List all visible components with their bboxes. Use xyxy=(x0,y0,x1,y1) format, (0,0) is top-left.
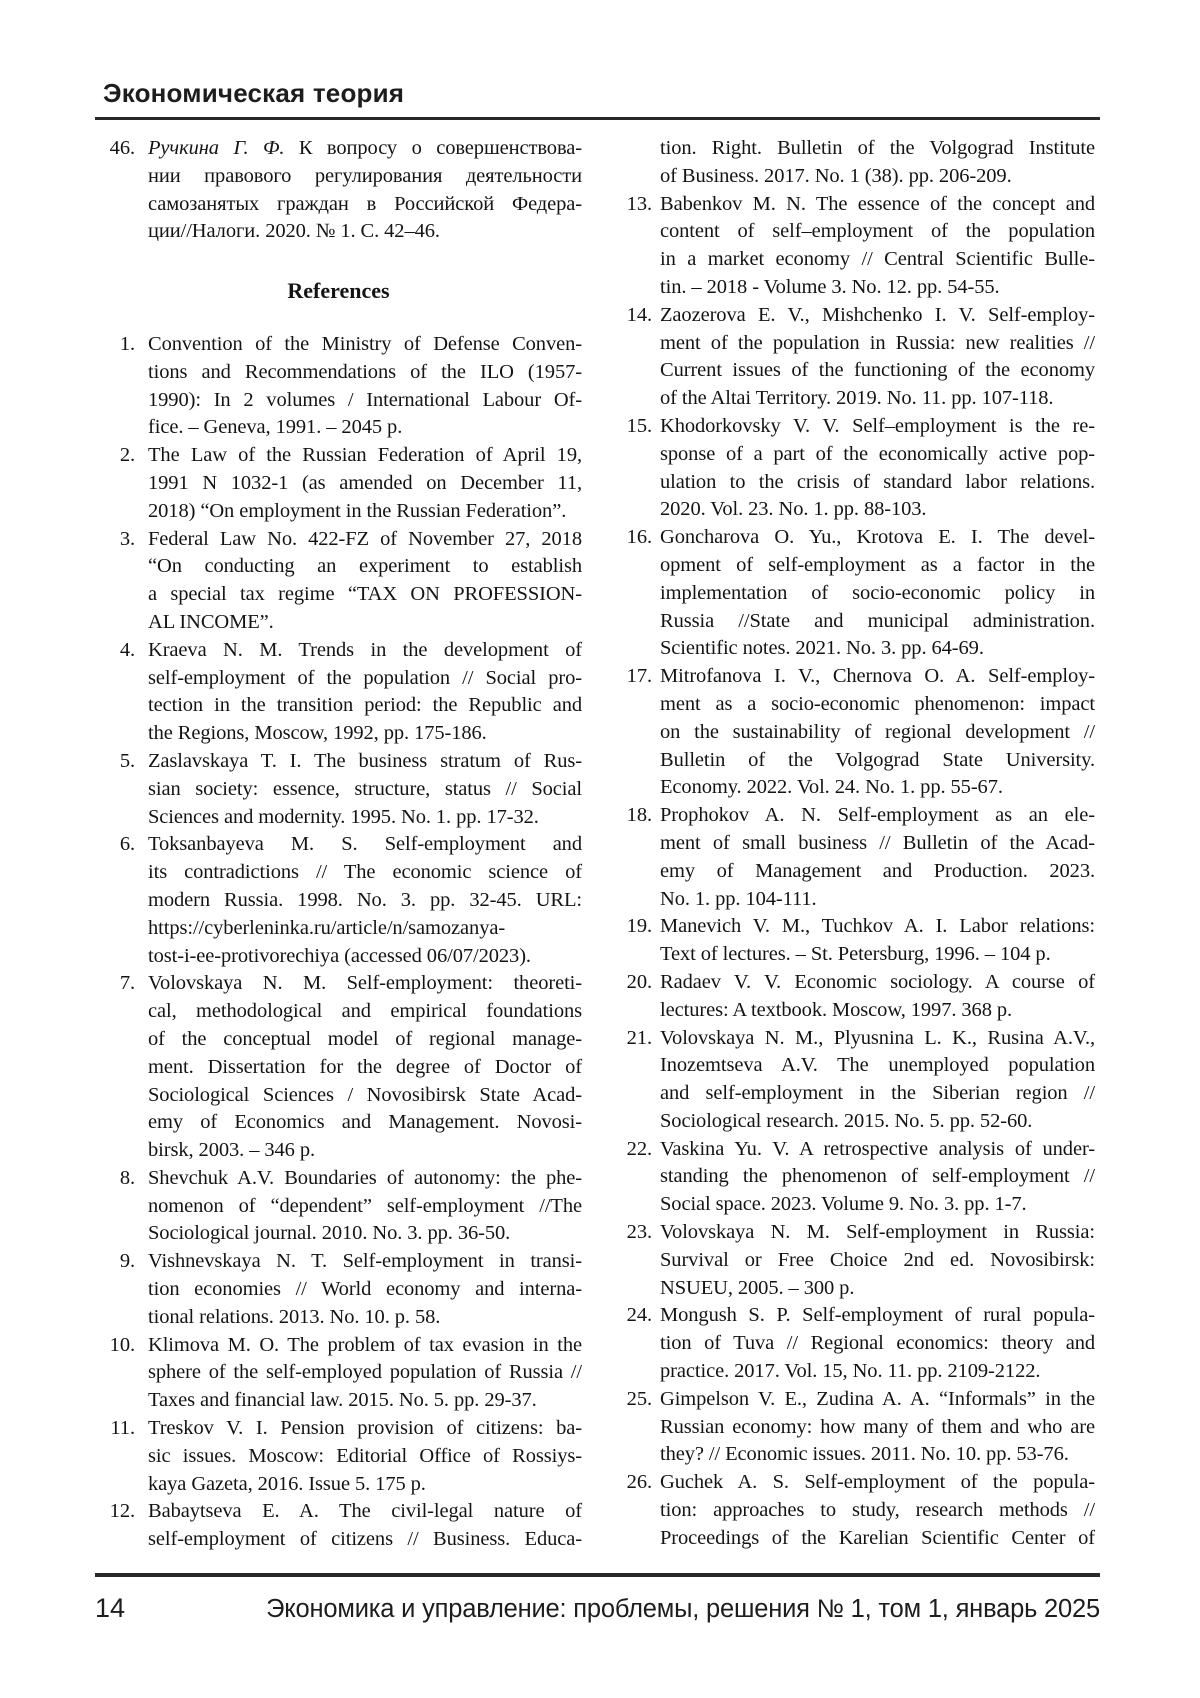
reference-item xyxy=(95,1248,582,1331)
item-line: tional relations. 2013. No. 10. p. 58. xyxy=(148,1305,441,1328)
reference-item-46 xyxy=(95,135,582,246)
item-line: Zaozerova E. V., Mishchenko I. V. Self-employ- xyxy=(660,303,1095,326)
reference-item xyxy=(618,1302,1095,1385)
item-line: tost-i-ee-protivorechiya (accessed 06/07/2023). xyxy=(148,944,531,967)
item-number: 46. xyxy=(109,137,135,159)
item-number: 7. xyxy=(119,972,135,995)
item-line: Taxes and financial law. 2015. No. 5. pp. 29-37. xyxy=(148,1389,537,1412)
item-number: 21. xyxy=(626,1026,652,1049)
item-line: of the Altai Territory. 2019. No. 11. pp. 107-118. xyxy=(660,387,1054,410)
item-line: the Regions, Moscow, 1992, pp. 175-186. xyxy=(148,722,487,745)
item-line: Russian economy: how many of them and who are xyxy=(660,1415,1095,1438)
item-line: birsk, 2003. – 346 p. xyxy=(148,1139,316,1162)
item-number: 18. xyxy=(626,804,652,827)
item-number: 25. xyxy=(626,1387,652,1410)
item-line: Kraeva N. M. Trends in the development of xyxy=(148,638,582,661)
item-line: Goncharova O. Yu., Krotova E. I. The devel- xyxy=(660,526,1095,549)
item-line: ulation to the crisis of standard labor relations. xyxy=(660,470,1095,493)
reference-item xyxy=(95,748,582,831)
item-number: 6. xyxy=(119,833,135,856)
item-line: Survival or Free Choice 2nd ed. Novosibirsk: xyxy=(660,1248,1095,1271)
reference-item xyxy=(618,191,1095,302)
item-line: Zaslavskaya T. I. The business stratum of Rus- xyxy=(148,749,582,772)
item-line: Sociological journal. 2010. No. 3. pp. 36-50. xyxy=(148,1222,511,1245)
references-list-right xyxy=(618,191,1095,1553)
item-line: Gimpelson V. E., Zudina A. A. “Informals” in the xyxy=(660,1387,1095,1410)
item-line: and self-employment in the Siberian region // xyxy=(660,1082,1095,1105)
footer xyxy=(95,1593,1100,1624)
footer-rule xyxy=(95,1573,1100,1577)
item-lines xyxy=(660,413,1095,524)
item-line: Khodorkovsky V. V. Self–employment is the re- xyxy=(660,414,1095,437)
item-lines xyxy=(148,1248,582,1331)
reference-item xyxy=(618,1136,1095,1219)
item-line: Shevchuk A.V. Boundaries of autonomy: the phe- xyxy=(148,1166,582,1189)
item-number: 8. xyxy=(119,1166,135,1189)
item-line: tion: approaches to study, research methods // xyxy=(660,1499,1095,1522)
item-line: Klimova M. O. The problem of tax evasion in the xyxy=(148,1333,582,1356)
item-line: 2018) “On employment in the Russian Federation”. xyxy=(148,499,567,522)
item-lines xyxy=(660,135,1095,191)
item-line: ment of the population in Russia: new realities // xyxy=(660,331,1095,354)
item-line: Vishnevskaya N. T. Self-employment in transi- xyxy=(148,1250,582,1273)
item-number: 19. xyxy=(626,915,652,938)
item-line: Proceedings of the Karelian Scientific Center of xyxy=(660,1526,1095,1549)
item-line: tions and Recommendations of the ILO (1957- xyxy=(148,360,582,383)
item-line-text: К вопросу о совершенствова- xyxy=(298,137,582,159)
item-line: implementation of socio-economic policy in xyxy=(660,581,1095,604)
reference-item xyxy=(618,302,1095,413)
item-line: Guchek A. S. Self-employment of the popula- xyxy=(660,1471,1095,1494)
item-line: a special tax regime “TAX ON PROFESSION- xyxy=(148,583,582,606)
reference-item xyxy=(95,1415,582,1498)
item-number: 24. xyxy=(626,1304,652,1327)
journal-title-line: Экономика и управление: проблемы, решения № 1, том 1, январь 2025 xyxy=(266,1595,1100,1623)
item-line: Manevich V. M., Tuchkov A. I. Labor relations: xyxy=(660,915,1095,938)
page-title: Экономическая теория xyxy=(103,78,405,108)
item-line: AL INCOME”. xyxy=(148,610,274,633)
item-line: самозанятых граждан в Российской Федера- xyxy=(148,192,582,215)
item-line: Volovskaya N. M., Plyusnina L. K., Rusina A.V., xyxy=(660,1026,1095,1049)
author-italic: Ручкина Г. Ф. xyxy=(148,137,285,159)
item-number: 9. xyxy=(119,1250,135,1273)
item-line: sian society: essence, structure, status // Social xyxy=(148,777,582,800)
item-line: Treskov V. I. Pension provision of citizens: ba- xyxy=(148,1417,582,1440)
item-line: 1991 N 1032-1 (as amended on December 11, xyxy=(148,471,582,494)
item-line: Volovskaya N. M. Self-employment: theoreti- xyxy=(148,972,582,995)
item-line: ment of small business // Bulletin of the Acad- xyxy=(660,831,1095,854)
item-line: sponse of a part of the economically active pop- xyxy=(660,442,1095,465)
item-line: “On conducting an experiment to establish xyxy=(148,555,582,578)
item-line: Economy. 2022. Vol. 24. No. 1. pp. 55-67. xyxy=(660,776,1003,799)
item-line: Vaskina Yu. V. A retrospective analysis of under- xyxy=(660,1137,1095,1160)
reference-item-12-continuation xyxy=(618,135,1095,191)
item-line: Prophokov A. N. Self-employment as an ele- xyxy=(660,804,1095,827)
item-lines xyxy=(660,1219,1095,1302)
item-number: 17. xyxy=(626,665,652,688)
item-lines xyxy=(148,970,582,1165)
reference-item xyxy=(618,1386,1095,1469)
references-heading: References xyxy=(287,278,390,304)
item-line: Toksanbayeva M. S. Self-employment and xyxy=(148,833,582,856)
item-line: tion. Right. Bulletin of the Volgograd Institute xyxy=(660,137,1095,159)
reference-item xyxy=(618,663,1095,802)
item-line: Scientific notes. 2021. No. 3. pp. 64-69. xyxy=(660,637,984,660)
item-line: lectures: A textbook. Moscow, 1997. 368 p. xyxy=(660,998,1013,1021)
item-line: tion economies // World economy and interna- xyxy=(148,1278,582,1301)
item-number: 5. xyxy=(119,749,135,772)
item-number: 2. xyxy=(119,444,135,467)
item-line: Babaytseva E. A. The civil-legal nature of xyxy=(148,1500,582,1523)
item-number: 4. xyxy=(119,638,135,661)
item-line: Text of lectures. – St. Petersburg, 1996. – 104 p. xyxy=(660,943,1051,966)
reference-item xyxy=(618,1469,1095,1552)
item-lines xyxy=(148,1415,582,1498)
reference-item xyxy=(95,526,582,637)
item-line: NSUEU, 2005. – 300 p. xyxy=(660,1276,855,1299)
item-line: fice. – Geneva, 1991. – 2045 p. xyxy=(148,416,403,439)
item-number: 20. xyxy=(626,970,652,993)
item-line: modern Russia. 1998. No. 3. pp. 32-45. URL: xyxy=(148,888,582,911)
item-lines xyxy=(148,831,582,970)
item-lines xyxy=(660,1302,1095,1385)
item-line: Federal Law No. 422-FZ of November 27, 2018 xyxy=(148,527,582,550)
item-lines xyxy=(660,524,1095,663)
item-line: Sociological research. 2015. No. 5. pp. 52-60. xyxy=(660,1109,1033,1132)
item-number: 16. xyxy=(626,526,652,549)
item-number: 3. xyxy=(119,527,135,550)
item-line: standing the phenomenon of self-employment // xyxy=(660,1165,1095,1188)
item-line: Inozemtseva A.V. The unemployed population xyxy=(660,1054,1095,1077)
item-lines xyxy=(148,442,582,525)
item-lines xyxy=(148,1332,582,1415)
header-rule xyxy=(95,117,1100,120)
reference-item xyxy=(95,1332,582,1415)
item-number: 1. xyxy=(119,332,135,355)
item-number: 22. xyxy=(626,1137,652,1160)
reference-item xyxy=(95,442,582,525)
item-line: https://cyberleninka.ru/article/n/samozanya- xyxy=(148,916,506,939)
item-line: Sciences and modernity. 1995. No. 1. pp. 17-32. xyxy=(148,805,539,828)
item-line: opment of self-employment as a factor in the xyxy=(660,553,1095,576)
item-line: Convention of the Ministry of Defense Conven- xyxy=(148,332,582,355)
page-number: 14 xyxy=(95,1593,126,1623)
item-lines xyxy=(660,802,1095,913)
item-line: sphere of the self-employed population of Russia // xyxy=(148,1361,582,1384)
item-line: in a market economy // Central Scientific Bulle- xyxy=(660,248,1095,271)
reference-item xyxy=(95,1498,582,1554)
reference-item xyxy=(618,1219,1095,1302)
item-number: 26. xyxy=(626,1471,652,1494)
item-line: No. 1. pp. 104-111. xyxy=(660,887,817,910)
reference-item xyxy=(95,831,582,970)
reference-item xyxy=(618,413,1095,524)
item-line: ment. Dissertation for the degree of Doctor of xyxy=(148,1055,582,1078)
item-lines xyxy=(660,1386,1095,1469)
item-number: 15. xyxy=(626,414,652,437)
item-line: ment as a socio-economic phenomenon: impact xyxy=(660,692,1095,715)
item-number: 11. xyxy=(110,1417,135,1440)
item-lines xyxy=(660,1136,1095,1219)
item-lines xyxy=(660,913,1095,969)
item-number: 23. xyxy=(626,1221,652,1244)
item-lines xyxy=(148,526,582,637)
reference-item xyxy=(618,802,1095,913)
item-line: tion of Tuva // Regional economics: theory and xyxy=(660,1332,1095,1355)
item-line: нии правового регулирования деятельности xyxy=(148,164,582,187)
reference-item xyxy=(95,637,582,748)
reference-item xyxy=(95,970,582,1165)
item-line: Radaev V. V. Economic sociology. A course of xyxy=(660,970,1095,993)
item-lines xyxy=(660,302,1095,413)
item-lines xyxy=(148,331,582,442)
item-line: Volovskaya N. M. Self-employment in Russia: xyxy=(660,1221,1095,1244)
item-line: Babenkov M. N. The essence of the concept and xyxy=(660,192,1095,215)
item-line: Sociological Sciences / Novosibirsk State Acad- xyxy=(148,1083,582,1106)
item-line: cal, methodological and empirical foundations xyxy=(148,1000,582,1023)
item-line: its contradictions // The economic science of xyxy=(148,861,582,884)
reference-item xyxy=(618,524,1095,663)
left-column xyxy=(95,135,582,1554)
item-lines xyxy=(148,748,582,831)
item-line: ции//Налоги. 2020. № 1. С. 42–46. xyxy=(148,220,440,243)
item-line: on the sustainability of regional development // xyxy=(660,720,1095,743)
references-list-left xyxy=(95,331,582,1554)
item-line: practice. 2017. Vol. 15, No. 11. pp. 2109-2122. xyxy=(660,1360,1041,1383)
item-lines xyxy=(660,1025,1095,1136)
item-line: emy of Economics and Management. Novosi- xyxy=(148,1111,582,1134)
item-line: tin. – 2018 - Volume 3. No. 12. pp. 54-55. xyxy=(660,275,1000,298)
item-line: emy of Management and Production. 2023. xyxy=(660,859,1095,882)
reference-item xyxy=(95,1165,582,1248)
item-number: 10. xyxy=(109,1333,135,1356)
item-line: of the conceptual model of regional manage- xyxy=(148,1027,582,1050)
item-lines xyxy=(148,1165,582,1248)
item-line: self-employment of the population // Social pro- xyxy=(148,666,582,689)
right-column xyxy=(618,135,1095,1553)
item-number: 12. xyxy=(109,1500,135,1523)
item-line: Mitrofanova I. V., Chernova O. A. Self-employ- xyxy=(660,665,1095,688)
item-line: nomenon of “dependent” self-employment //The xyxy=(148,1194,582,1217)
item-line: 1990): In 2 volumes / International Labour Of- xyxy=(148,388,582,411)
item-lines xyxy=(660,191,1095,302)
item-line: self-employment of citizens // Business. Educa- xyxy=(148,1528,582,1551)
item-line: Social space. 2023. Volume 9. No. 3. pp. 1-7. xyxy=(660,1193,1027,1216)
item-line: The Law of the Russian Federation of April 19, xyxy=(148,444,582,467)
item-line: sic issues. Moscow: Editorial Office of Rossiys- xyxy=(148,1444,582,1467)
item-line: 2020. Vol. 23. No. 1. pp. 88-103. xyxy=(660,498,927,521)
item-line: Russia //State and municipal administration. xyxy=(660,609,1095,632)
item-line: Mongush S. P. Self-employment of rural popula- xyxy=(660,1304,1095,1327)
item-number: 13. xyxy=(626,192,652,215)
item-lines xyxy=(660,1469,1095,1552)
item-line: Current issues of the functioning of the economy xyxy=(660,359,1095,382)
item-line: tection in the transition period: the Republic and xyxy=(148,694,582,717)
item-line: kaya Gazeta, 2016. Issue 5. 175 p. xyxy=(148,1472,426,1495)
reference-item xyxy=(95,331,582,442)
item-lines xyxy=(148,637,582,748)
reference-item xyxy=(618,913,1095,969)
item-lines xyxy=(660,969,1095,1025)
item-line: of Business. 2017. No. 1 (38). pp. 206-209. xyxy=(660,164,1012,187)
item-lines xyxy=(148,1498,582,1554)
item-line: Bulletin of the Volgograd State University. xyxy=(660,748,1095,771)
item-line xyxy=(148,135,582,163)
item-lines xyxy=(660,663,1095,802)
item-line: content of self–employment of the population xyxy=(660,220,1095,243)
item-number: 14. xyxy=(626,303,652,326)
item-lines xyxy=(148,135,582,246)
reference-item xyxy=(618,1025,1095,1136)
reference-item xyxy=(618,969,1095,1025)
item-line: they? // Economic issues. 2011. No. 10. pp. 53-76. xyxy=(660,1443,1069,1466)
